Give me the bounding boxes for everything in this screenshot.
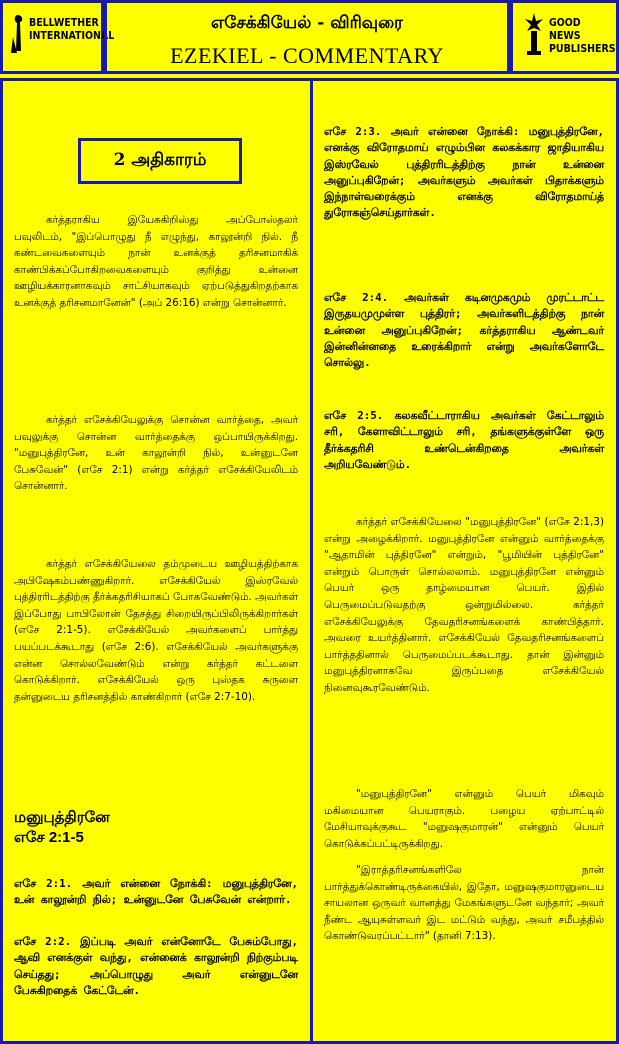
paragraph-text: கர்த்தர் எசேக்கியேலுக்கு சொன்ன வார்த்தை, அவர் பவுலுக்கு சொன்ன வார்த்தைக்கு ஒப்பாயிருக்கிறது. "மனுபுத்திரனே, உன் காலூன்றி நில், உன்னுடனே பேசுவேன்" (எசே 2:1) என்று கர்த்தர் எசேக்கியேலிடம் சொன்னார். (14, 414, 298, 493)
section-heading-title: மனுபுத்திரனே (14, 809, 110, 826)
paragraph-text: கர்த்தர் எசேக்கியேலை தம்முடைய ஊழியத்திற்காக அபிஷேகம்பண்ணுகிறார். எசேக்கியேல் இஸ்ரவேல் புத்திரரிடத்திற்கு தீர்க்கதரிசியாகப் போகவேண்டும். அவர்கள் இப்போது பாபிலோன் தேசத்து சிறையிருப்பிலிருக்கிறார்கள் (எசே 2:1-5). எசேக்கியேல் அவர்களைப் பார்த்து பயப்படக்கூடாது (எசே 2:6). எசேக்கியேல் அவர்களுக்கு என்ன சொல்லவேண்டும் என்று கர்த்தர் கட்டளை கொடுக்கிறார். எசேக்கியேல் ஒரு புஸ்தக சுருளை தன்னுடைய தரிசனத்தில் காண்கிறார் (எசே 2:7-10). (14, 558, 298, 703)
verse-text: எசே 2:2. இப்படி அவர் என்னோடே பேசும்போது, ஆவி எனக்குள் வந்து, என்னைக் காலூன்றி நிற்கும்படி செய்தது; அப்பொழுது அவர் என்னுடனே பேசுகிறதைக் கேட்டேன். (14, 935, 298, 997)
verse-text: எசே 2:1. அவர் என்னை நோக்கி: மனுபுத்திரனே, உன் காலூன்றி நில்; உன்னுடனே பேசுவேன் என்றார். (14, 877, 298, 907)
page-header (104, 0, 510, 74)
section-heading-reference: எசே 2:1-5 (14, 829, 84, 846)
paragraph-text: "மனுபுத்திரனே" என்னும் பெயர் மிகவும் மகிமையான பெயராகும். பழைய ஏற்பாட்டில் மேசியாவுக்குகூட "மனுஷகுமாரன்" என்னும் பெயர் கொடுக்கப்பட்டிருக்கிறது. (324, 788, 604, 850)
chapter-title: 2 அதிகாரம் (78, 138, 242, 184)
verse-text: எசே 2:3. அவர் என்னை நோக்கி: மனுபுத்திரனே, எனக்கு விரோதமாய் எழும்பின கலகக்கார ஜாதியாகிய இஸ்ரவேல் புத்திரரிடத்திற்கு நான் உன்னை அனுப்புகிறேன்; அவர்களும் அவர்கள் பிதாக்களும் இந்நாள்வரைக்கும் எனக்கு விரோதமாய்த் துரோகஞ்செய்தார்கள். (324, 125, 604, 220)
title-english: EZEKIEL - COMMENTARY (170, 43, 444, 68)
paragraph (14, 212, 298, 312)
good-news-logo-text: GOOD NEWS PUBLISHERS (549, 17, 616, 55)
title-tamil: எசேக்கியேல் - விரிவுரை (211, 13, 403, 33)
paragraph (14, 556, 298, 705)
paragraph-text: கர்த்தர் எசேக்கியேலை "மனுபுத்திரனே" (எசே 2:1,3) என்று அழைக்கிறார். மனுபுத்திரனே என்னும் வார்த்தைக்கு "ஆதாமின் புத்திரனே" என்றும், "பூமியின் புத்திரனே" என்றும் பொருள் சொல்லலாம். மனுபுத்திரனே என்னும் பெயர் ஒரு தாழ்மையான பெயர். இதில் பெருமைப்படுவதற்கு ஒன்றுமில்லை. கர்த்தர் எசேக்கியேலுக்கு தேவதரிசனங்களைக் காண்பித்தார். அவரை உயர்த்தினார். எசேக்கியேல் தேவதரிசனங்களைப் பார்த்ததினால் பெருமைப்படக்கூடாது. தான் இன்னும் மனுபுத்திரனாகவே இருப்பதை எசேக்கியேல் நினைவுகூரவேண்டும். (324, 516, 604, 694)
section-heading (14, 808, 110, 848)
publisher-logo-left (0, 0, 115, 74)
paragraph (324, 786, 604, 852)
publisher-logo-right (510, 0, 619, 74)
paragraph (324, 514, 604, 697)
paragraph (14, 412, 298, 495)
paragraph-text: கர்த்தராகிய இயேசுகிறிஸ்து அப்போஸ்தலர் பவுலிடம், "இப்பொழுது நீ எழுந்து, காலூன்றி நில். நீ கண்டவைகளையும் நான் உனக்குத் தரிசனமாகிக் காண்பிக்கப்போகிறவைகளையும் குறித்து உன்னை ஊழியக்காரனாகவும் சாட்சியாகவும் ஏற்படுத்துகிறதற்காக உனக்குத் தரிசனமானேன்" (அப் 26:16) என்று சொன்னார். (14, 214, 298, 309)
paragraph (324, 862, 604, 945)
shepherd-icon (11, 13, 27, 53)
verse-text: எசே 2:4. அவர்கள் கடினமுகமும் முரட்டாட்ட இருதயமுமுள்ள புத்திரர்; அவர்களிடத்திற்கு நான் உன்னை அனுப்புகிறேன்; கர்த்தராகிய ஆண்டவர் இன்னின்னதை உரைக்கிறார் என்று அவர்களோடே சொல்லு. (324, 291, 604, 370)
verse-text: எசே 2:5. கலகவீட்டாராகிய அவர்கள் கேட்டாலும் சரி, கேளாவிட்டாலும் சரி, தங்களுக்குள்ளே ஒரு தீர்க்கதரிசி உண்டென்கிறதை அவர்கள் அறியவேண்டும். (324, 409, 604, 471)
lamp-icon (523, 13, 545, 57)
paragraph-text: "இராத்தரிசனங்களிலே நான் பார்த்துக்கொண்டிருக்கையில், இதோ, மனுஷகுமாரனுடைய சாயலான ஒருவர் வானத்து மேகங்களுடனே வந்தார்; அவர் நீண்ட ஆயுசுள்ளவர் இட மட்டும் வந்து, அவர் சமீபத்தில் கொண்டுவரப்பட்டார்" (தானி 7:13). (324, 864, 604, 943)
bellwether-logo-text: BELLWETHER INTERNATIONAL (29, 17, 115, 42)
